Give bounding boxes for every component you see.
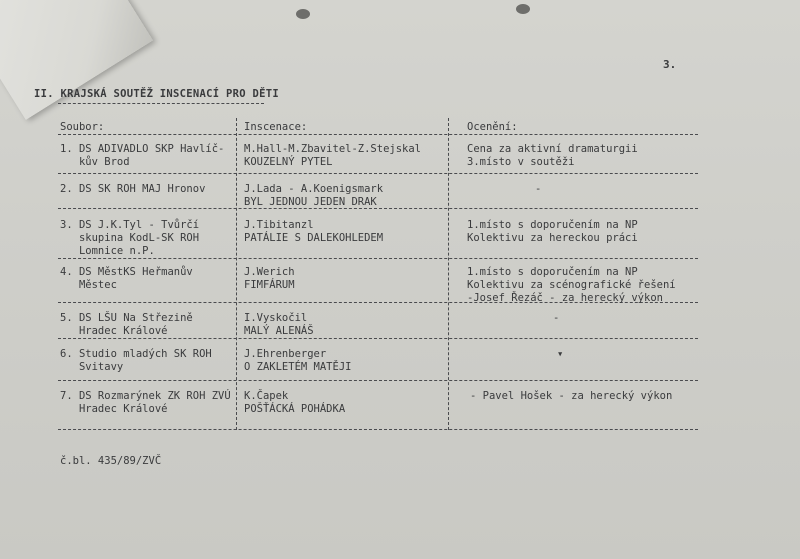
table-cell: J.Ehrenberger O ZAKLETÉM MATĚJI [244,348,352,373]
table-cell: 2. DS SK ROH MAJ Hronov [60,183,206,195]
table-cell: 6. Studio mladých SK ROH Svitavy [60,348,212,373]
punch-hole [296,9,310,19]
header-inscenace: Inscenace: [244,121,308,133]
column-divider [236,118,237,430]
section-heading: II. KRAJSKÁ SOUTĚŽ INSCENACÍ PRO DĚTI [34,88,279,100]
table-cell: J.Werich FIMFÁRUM [244,266,295,291]
table-cell: I.Vyskočil MALÝ ALENÁŠ [244,312,314,337]
row-divider [58,429,698,430]
table-cell: 4. DS MěstKS Heřmanův Městec [60,266,193,291]
table-cell: 1. DS ADIVADLO SKP Havlíč- kův Brod [60,143,225,168]
table-cell: 1.místo s doporučením na NP Kolektivu za hereckou práci [467,219,638,244]
table-cell: M.Hall-M.Zbavitel-Z.Stejskal KOUZELNÝ PYTEL [244,143,422,168]
row-divider [58,380,698,381]
table-cell: J.Tibitanzl PATÁLIE S DALEKOHLEDEM [244,219,384,244]
table-cell: J.Lada - A.Koenigsmark BYL JEDNOU JEDEN DRAK [244,183,384,208]
table-cell: - [535,183,542,195]
table-cell: 5. DS LŠU Na Střezině Hradec Králové [60,312,193,337]
reference-number: č.bl. 435/89/ZVČ [60,455,162,467]
row-divider [58,338,698,339]
table-cell: K.Čapek POŠŤÁCKÁ POHÁDKA [244,390,346,415]
table-cell: 3. DS J.K.Tyl - Tvůrčí skupina KodL-SK ROH Lomnice n.P. [60,219,200,257]
header-oceneni: Ocenění: [467,121,518,133]
folded-corner [0,0,153,120]
table-cell: Cena za aktivní dramaturgii 3.místo v soutěži [467,143,638,168]
table-cell: ▾ [557,348,564,360]
page-number: 3. [663,58,677,71]
punch-hole [516,4,530,14]
table-cell: 7. DS Rozmarýnek ZK ROH ZVÚ Hradec Králové [60,390,231,415]
row-divider [58,134,698,135]
row-divider [58,173,698,174]
column-divider [448,118,449,430]
table-cell: 1.místo s doporučením na NP Kolektivu za scénografické řešení -Josef Řezáč - za herecký výkon [467,266,676,304]
heading-underline [58,103,264,104]
row-divider [58,258,698,259]
table-cell: - Pavel Hošek - za herecký výkon [470,390,673,402]
table-cell: - [553,312,560,324]
header-soubor: Soubor: [60,121,105,133]
